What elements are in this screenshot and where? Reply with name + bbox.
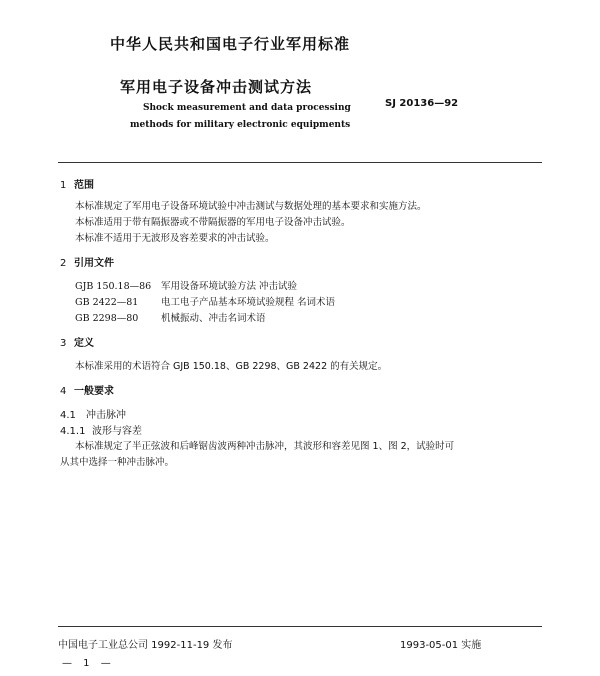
reference-item [75, 310, 266, 324]
section-number: 1 [60, 180, 67, 191]
section-3-heading [60, 334, 94, 349]
subsection-4-1-heading [60, 406, 126, 421]
reference-item [75, 278, 297, 292]
header-divider [58, 162, 542, 163]
reference-code: GJB 150.18—86 [75, 281, 152, 292]
footer-divider [58, 626, 542, 627]
section-number: 4 [60, 386, 67, 397]
subsection-number: 4.1.1 [60, 426, 86, 437]
page-number: — 1 — [62, 658, 115, 669]
section-4-heading [60, 382, 114, 397]
paragraph: 本标准采用的术语符合 GJB 150.18、GB 2298、GB 2422 的有关规定。 [75, 361, 388, 372]
section-title: 一般要求 [74, 386, 114, 397]
issue-info: 中国电子工业总公司 1992-11-19 发布 [58, 640, 233, 651]
subsection-title: 冲击脉冲 [86, 410, 126, 421]
standard-title-en-line1: Shock measurement and data processing [143, 103, 351, 113]
standard-title-en-line2: methods for military electronic equipments [130, 120, 351, 130]
section-title: 引用文件 [74, 258, 114, 269]
paragraph-continuation: 从其中选择一种冲击脉冲。 [60, 457, 175, 468]
paragraph: 本标准规定了军用电子设备环境试验中冲击测试与数据处理的基本要求和实施方法。 [75, 201, 427, 212]
reference-name: 军用设备环境试验方法 冲击试验 [161, 281, 298, 292]
section-2-heading [60, 254, 114, 269]
reference-code: GB 2422—81 [75, 297, 139, 308]
standard-title-cn: 军用电子设备冲击测试方法 [120, 78, 313, 96]
reference-code: GB 2298—80 [75, 313, 139, 324]
paragraph: 本标准规定了半正弦波和后峰锯齿波两种冲击脉冲，其波形和容差见图 1、图 2，试验时可 [75, 441, 455, 452]
subsection-4-1-1-heading [60, 422, 142, 437]
paragraph: 本标准不适用于无波形及容差要求的冲击试验。 [75, 233, 275, 244]
reference-name: 电工电子产品基本环境试验规程 名词术语 [161, 297, 336, 308]
subsection-title: 波形与容差 [92, 426, 142, 437]
reference-name: 机械振动、冲击名词术语 [161, 313, 266, 324]
section-1-heading [60, 176, 94, 191]
section-number: 3 [60, 338, 67, 349]
standard-number: SJ 20136—92 [385, 98, 459, 109]
section-title: 定义 [74, 338, 94, 349]
effective-date: 1993-05-01 实施 [400, 640, 482, 651]
paragraph: 本标准适用于带有隔振器或不带隔振器的军用电子设备冲击试验。 [75, 217, 351, 228]
issuing-body-title: 中华人民共和国电子行业军用标准 [110, 35, 351, 53]
section-number: 2 [60, 258, 67, 269]
reference-item [75, 294, 335, 308]
section-title: 范围 [74, 180, 94, 191]
subsection-number: 4.1 [60, 410, 76, 421]
